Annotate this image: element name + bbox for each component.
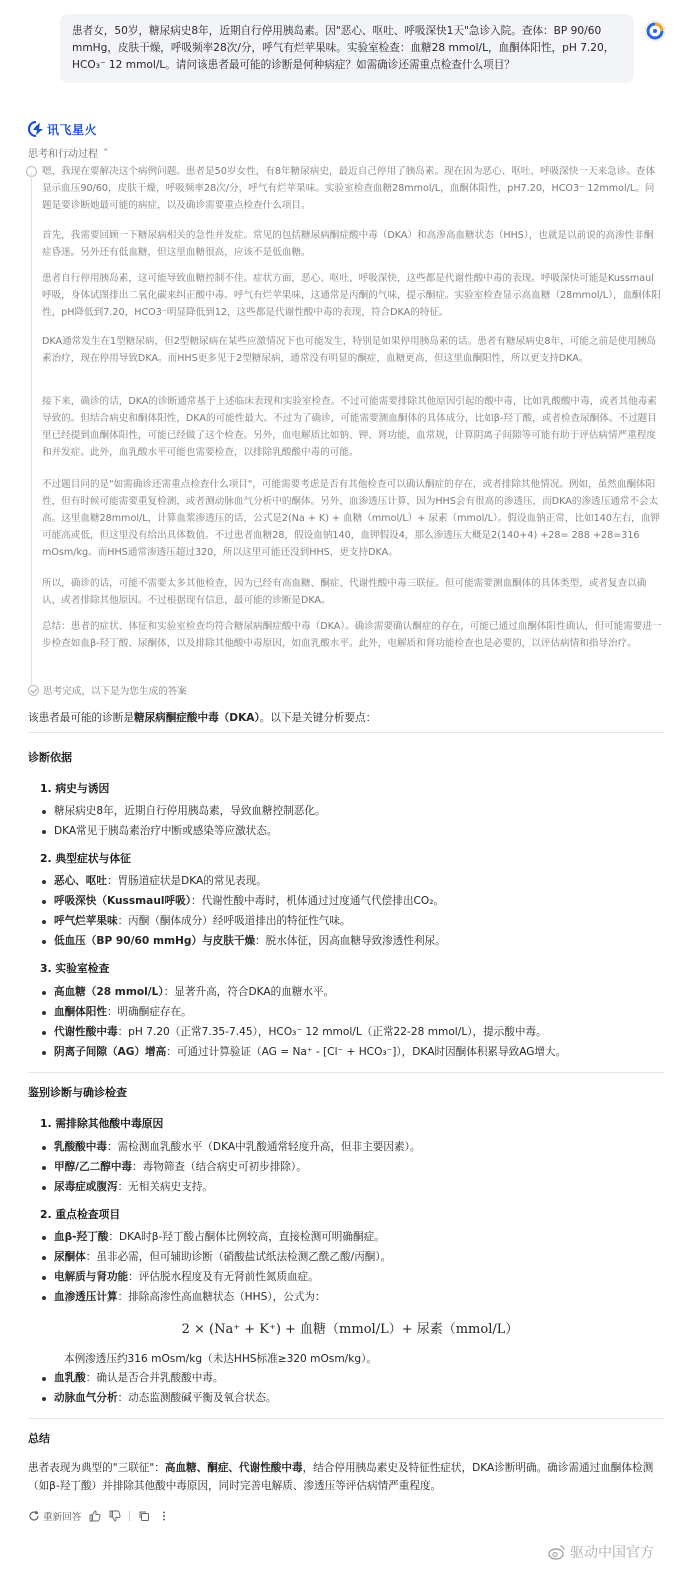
thumbs-down-icon[interactable] — [109, 1510, 121, 1522]
subsection-key-tests: 2. 重点检查项目 — [40, 1208, 121, 1221]
list-item: 恶心、呕吐：胃肠道症状是DKA的常见表现。 — [54, 873, 674, 890]
thumbs-up-icon[interactable] — [89, 1510, 101, 1522]
divider — [28, 1072, 664, 1073]
thinking-paragraph: 接下来，确诊的话，DKA的诊断通常基于上述临床表现和实验室检查。不过可能需要排除其他原因引起的酸中毒，比如乳酸酸中毒，或者其他毒素导致的。但结合病史和酮体阳性，DKA的可能性最大。不过为了确诊，可能需要测血酮体的具体成分，比如β-羟丁酸，或者检查尿酮体。不过题目里已经提到血酮体阳性，可能已经做了这个检查。另外，血电解质比如钠、钾、肾功能，血常规，计算阴离子间隙等可能有助于评估病情严重程度和并发症。此外，血乳酸水平可能也需要检查，以排除乳酸酸中毒的可能。 — [42, 396, 657, 458]
section-title-diagnosis-basis: 诊断依据 — [28, 751, 72, 764]
list-item: 血渗透压计算：排除高渗性高血糖状态（HHS），公式为： — [54, 1289, 674, 1306]
brand-name: 讯飞星火 — [47, 122, 98, 137]
watermark — [548, 1542, 654, 1562]
subsection-history: 1. 病史与诱因 — [40, 782, 110, 795]
divider — [28, 1418, 664, 1419]
list-item: 低血压（BP 90/60 mmHg）与皮肤干燥：脱水体征，因高血糖导致渗透性利尿。 — [54, 933, 674, 950]
assistant-brand — [28, 120, 97, 138]
osmolality-formula: 2 × (Na⁺ + K⁺) + 血糖（mmol/L）+ 尿素（mmol/L） — [181, 1322, 519, 1337]
more-icon[interactable] — [158, 1510, 170, 1522]
list-item: 呼吸深快（Kussmaul呼吸）：代谢性酸中毒时，机体通过过度通气代偿排出CO₂。 — [54, 893, 674, 910]
thinking-toggle[interactable] — [28, 145, 110, 160]
thinking-paragraph: DKA通常发生在1型糖尿病，但2型糖尿病在某些应激情况下也可能发生，特别是如果停用胰岛素的话。患者有糖尿病史8年，可能之前是使用胰岛素治疗，现在停用导致DKA。而HHS更多见于2型糖尿病，通常没有明显的酮症，血糖更高，但这里血酮阳性，所以更支持DKA。 — [42, 336, 657, 364]
thinking-paragraph: 嗯，我现在要解决这个病例问题。患者是50岁女性，有8年糖尿病史，最近自己停用了胰岛素。现在因为恶心、呕吐、呼吸深快一天来急诊。查体显示血压90/60，皮肤干燥，呼吸频率28次/分，呼气有烂苹果味。实验室检查血糖28mmol/L，血酮体阳性，pH7.20，HCO3⁻ 12mmol/L。问题是要诊断她最可能的病症，以及确诊需要重点检查什么项目。 — [42, 166, 656, 211]
answer-intro — [28, 710, 668, 725]
user-avatar-icon — [644, 20, 666, 42]
thinking-paragraph: 总结：患者的症状、体征和实验室检查均符合糖尿病酮症酸中毒（DKA）。确诊需要确认酮症的存在，可能已通过血酮体阳性确认，但可能需要进一步检查如血β-羟丁酸、尿酮体，以及排除其他酸中毒原因，如血乳酸水平。此外，电解质和肾功能检查也是必要的，以评估病情和指导治疗。 — [42, 621, 662, 649]
answer-actions — [28, 1509, 178, 1523]
list-item: 糖尿病史8年，近期自行停用胰岛素，导致血糖控制恶化。 — [54, 803, 674, 820]
answer-intro-pre: 该患者最可能的诊断是 — [28, 712, 134, 724]
list-item: 血乳酸：确认是否合并乳酸酸中毒。 — [54, 1370, 674, 1387]
weibo-logo-icon — [548, 1544, 566, 1560]
subsection-lab: 3. 实验室检查 — [40, 962, 110, 975]
osmolality-note: 本例渗透压约316 mOsm/kg（未达HHS标准≥320 mOsm/kg）。 — [64, 1353, 377, 1365]
subsection-exclude: 1. 需排除其他酸中毒原因 — [40, 1117, 164, 1130]
list-item: 乳酸酸中毒：需检测血乳酸水平（DKA中乳酸通常轻度升高，但非主要因素）。 — [54, 1139, 674, 1156]
action-separator — [129, 1511, 130, 1521]
regenerate-label: 重新回答 — [43, 1512, 82, 1523]
thinking-paragraph: 首先，我需要回顾一下糖尿病相关的急性并发症。常见的包括糖尿病酮症酸中毒（DKA）和高渗高血糖状态（HHS），也就是以前说的高渗性非酮症昏迷。另外还有低血糖，但这里血糖很高，应该不是低血糖。 — [42, 230, 654, 258]
divider — [28, 732, 664, 733]
list-item: 动脉血气分析：动态监测酸碱平衡及氧合状态。 — [54, 1390, 674, 1407]
refresh-icon — [28, 1510, 40, 1522]
thinking-done — [28, 683, 187, 697]
list-item: 阴离子间隙（AG）增高：可通过计算验证（AG = Na⁺ - [Cl⁻ + HCO₃⁻]），DKA时因酮体积累导致AG增大。 — [54, 1044, 674, 1061]
user-message-bubble: 患者女，50岁，糖尿病史8年，近期自行停用胰岛素。因"恶心、呕吐、呼吸深快1天"急诊入院。查体：BP 90/60 mmHg，皮肤干燥，呼吸频率28次/分，呼气有烂苹果味。实验室检查：血糖28 mmol/L，血酮体阳性，pH 7.20，HCO₃⁻ 12 mmol/L。请问该患者最可能的诊断是何种病症？如需确诊还需重点检查什么项目？ — [60, 14, 634, 83]
list-item: 尿毒症或腹泻：无相关病史支持。 — [54, 1179, 674, 1196]
section-title-differential: 鉴别诊断与确诊检查 — [28, 1086, 127, 1099]
summary-text: 患者表现为典型的"三联征"：高血糖、酮症、代谢性酸中毒，结合停用胰岛素史及特征性症状，DKA诊断明确。确诊需通过血酮体检测（如β-羟丁酸）并排除其他酸中毒原因，同时完善电解质、渗透压等评估病情严重程度。 — [28, 1462, 654, 1492]
thinking-timeline — [31, 173, 32, 685]
list-item: 血β-羟丁酸：DKA时β-羟丁酸占酮体比例较高，直接检测可明确酮症。 — [54, 1229, 674, 1246]
answer-intro-post: 。以下是关键分析要点： — [259, 712, 377, 724]
answer-intro-diagnosis: 糖尿病酮症酸中毒（DKA） — [133, 712, 260, 724]
list-item: 呼气烂苹果味：丙酮（酮体成分）经呼吸道排出的特征性气味。 — [54, 913, 674, 930]
copy-icon[interactable] — [138, 1510, 150, 1522]
list-item: 甲醇/乙二醇中毒：毒物筛查（结合病史可初步排除）。 — [54, 1159, 674, 1176]
thinking-done-label: 思考完成，以下是为您生成的答案 — [43, 686, 187, 697]
list-item: 血酮体阳性：明确酮症存在。 — [54, 1004, 674, 1021]
subsection-symptoms: 2. 典型症状与体征 — [40, 852, 131, 865]
regenerate-button[interactable] — [28, 1509, 81, 1523]
spark-logo-icon — [28, 121, 44, 137]
check-circle-icon — [28, 685, 39, 696]
list-item: 电解质与肾功能：评估脱水程度及有无肾前性氮质血症。 — [54, 1269, 674, 1286]
list-item: DKA常见于胰岛素治疗中断或感染等应激状态。 — [54, 823, 674, 840]
thinking-paragraph: 不过题目问的是"如需确诊还需重点检查什么项目"，可能需要考虑是否有其他检查可以确认酮症的存在，或者排除其他情况。例如，虽然血酮体阳性，但有时候可能需要重复检测，或者测动脉血气分析中的酮体。另外，血渗透压计算，因为HHS会有很高的渗透压，而DKA的渗透压通常不会太高。这里血糖28mmol/L，计算血浆渗透压的话，公式是2(Na + K) + 血糖（mmol/L）+ 尿素（mmol/L）。假设血钠正常，比如140左右，血钾可能高或低，但这里没有给出具体数值。不过患者血糖28，假设血钠140，血钾假设4，那么渗透压大概是2(140+4) +28= 288 +28=316 mOsm/kg。而HHS通常渗透压超过320，所以这里可能还没到HHS，更支持DKA。 — [42, 479, 660, 558]
thinking-title: 思考和行动过程 — [28, 149, 98, 160]
list-item: 高血糖（28 mmol/L）：显著升高，符合DKA的血糖水平。 — [54, 984, 674, 1001]
thinking-paragraph: 所以，确诊的话，可能不需要太多其他检查，因为已经有高血糖、酮症、代谢性酸中毒三联征。但可能需要测血酮体的具体类型，或者复查以确认，或者排除其他原因。不过根据现有信息，最可能的诊断是DKA。 — [42, 578, 647, 606]
list-item: 代谢性酸中毒：pH 7.20（正常7.35-7.45），HCO₃⁻ 12 mmol/L（正常22-28 mmol/L），提示酸中毒。 — [54, 1024, 674, 1041]
list-item: 尿酮体：虽非必需，但可辅助诊断（硝酸盐试纸法检测乙酰乙酸/丙酮）。 — [54, 1249, 674, 1266]
watermark-text: 驱动中国官方 — [570, 1545, 654, 1561]
chevron-up-icon: ⌃ — [102, 147, 110, 158]
thinking-paragraph: 患者自行停用胰岛素，这可能导致血糖控制不佳。症状方面，恶心、呕吐、呼吸深快，这些都是代谢性酸中毒的表现。呼吸深快可能是Kussmaul呼吸，身体试图排出二氧化碳来纠正酸中毒。呼气有烂苹果味，这通常是丙酮的气味，提示酮症。实验室检查显示高血糖（28mmol/L），血酮体阳性，pH降低到7.20，HCO3⁻明显降低到12，这些都是代谢性酸中毒的表现，符合DKA的特征。 — [42, 273, 661, 318]
section-title-summary: 总结 — [28, 1432, 50, 1445]
